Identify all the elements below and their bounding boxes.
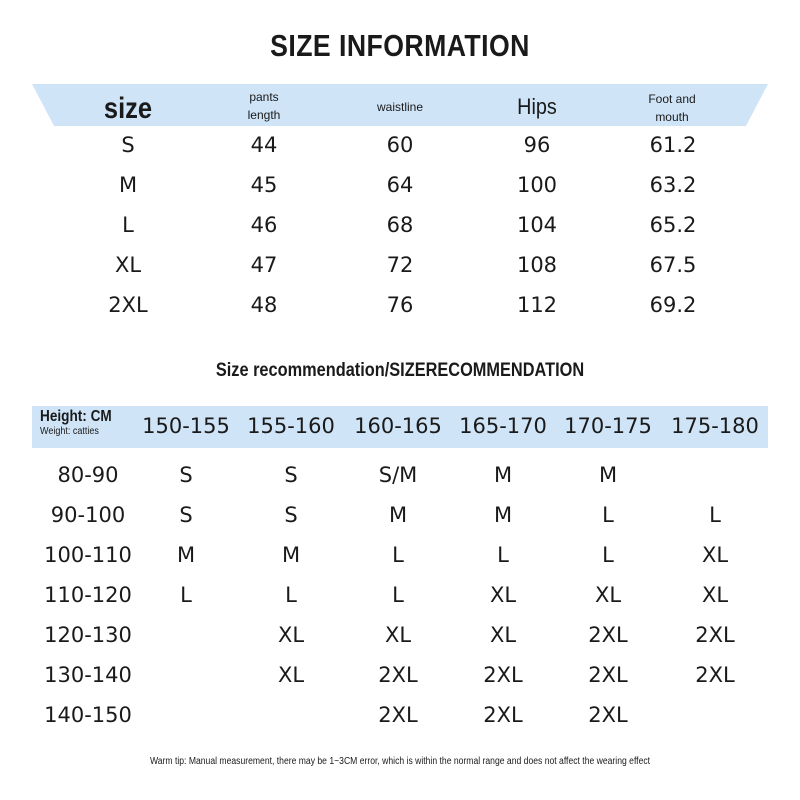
rec-size-value: S [284, 503, 298, 527]
size-value: 47 [250, 253, 278, 277]
rec-size-value: 2XL [695, 623, 735, 647]
rec-size-value: L [497, 543, 509, 567]
rec-size-value: M [388, 503, 408, 527]
rec-size-value: 2XL [588, 663, 628, 687]
rec-size-value: L [602, 503, 614, 527]
rec-size-value: 2XL [588, 623, 628, 647]
size-value: 45 [250, 173, 278, 197]
size-value: 108 [516, 253, 558, 277]
rec-size-value: S [179, 503, 193, 527]
rec-size-value: XL [384, 623, 412, 647]
rec-size-value: S/M [378, 463, 418, 487]
header-hips: Hips [517, 94, 557, 119]
rec-size-value: L [602, 543, 614, 567]
size-value: 104 [516, 213, 558, 237]
size-value: 48 [250, 293, 278, 317]
page-title: SIZE INFORMATION [270, 28, 530, 63]
rec-weight-label: 90-100 [50, 503, 126, 527]
header-foot-mouth [622, 90, 722, 126]
size-value: 69.2 [649, 293, 697, 317]
warm-tip: Warm tip: Manual measurement, there may be 1~3CM error, which is within the normal range and does not affect the wearing effect [149, 756, 651, 767]
rec-size-value: XL [594, 583, 622, 607]
rec-size-value: L [392, 543, 404, 567]
size-label: XL [114, 253, 142, 277]
rec-size-value: M [281, 543, 301, 567]
rec-weight-label: 120-130 [44, 623, 132, 647]
size-value: 72 [386, 253, 414, 277]
rec-size-value: L [709, 503, 721, 527]
rec-height-column: 155-160 [247, 414, 335, 438]
rec-size-value: M [598, 463, 618, 487]
rec-corner [40, 408, 140, 437]
header-foot-line2: mouth [655, 110, 689, 124]
rec-size-value: 2XL [378, 703, 418, 727]
rec-size-value: M [493, 463, 513, 487]
rec-height-column: 175-180 [671, 414, 759, 438]
rec-size-value: 2XL [483, 663, 523, 687]
size-value: 67.5 [649, 253, 697, 277]
rec-size-value: XL [701, 543, 729, 567]
size-value: 112 [516, 293, 558, 317]
rec-size-value: S [179, 463, 193, 487]
rec-size-value: XL [701, 583, 729, 607]
rec-size-value: XL [277, 663, 305, 687]
rec-weight-label: 100-110 [44, 543, 132, 567]
rec-size-value: 2XL [483, 703, 523, 727]
rec-size-value: 2XL [695, 663, 735, 687]
rec-weight-label: 110-120 [44, 583, 132, 607]
rec-size-value: 2XL [588, 703, 628, 727]
size-label: 2XL [108, 293, 148, 317]
recommendation-title: Size recommendation/SIZERECOMMENDATION [215, 360, 585, 381]
rec-size-value: L [180, 583, 192, 607]
header-waistline: waistline [376, 100, 424, 114]
rec-size-value: M [493, 503, 513, 527]
size-value: 61.2 [649, 133, 697, 157]
rec-size-value: M [176, 543, 196, 567]
size-value: 76 [386, 293, 414, 317]
rec-height-column: 170-175 [564, 414, 652, 438]
size-value: 46 [250, 213, 278, 237]
size-value: 100 [516, 173, 558, 197]
size-value: 60 [386, 133, 414, 157]
header-pants-length [224, 88, 304, 124]
header-pants-line1: pants [249, 90, 279, 104]
size-value: 64 [386, 173, 414, 197]
rec-weight-label: 80-90 [57, 463, 119, 487]
rec-weight-label: 140-150 [44, 703, 132, 727]
rec-size-value: 2XL [378, 663, 418, 687]
size-label: L [122, 213, 134, 237]
rec-size-value: L [392, 583, 404, 607]
size-value: 65.2 [649, 213, 697, 237]
rec-corner-weight: Weight: catties [40, 426, 99, 437]
rec-corner-height: Height: CM [40, 408, 112, 425]
header-pants-line2: length [247, 108, 281, 122]
rec-size-value: XL [489, 583, 517, 607]
size-label: S [121, 133, 135, 157]
size-value: 63.2 [649, 173, 697, 197]
rec-size-value: XL [489, 623, 517, 647]
rec-weight-label: 130-140 [44, 663, 132, 687]
rec-height-column: 150-155 [142, 414, 230, 438]
rec-size-value: XL [277, 623, 305, 647]
size-value: 44 [250, 133, 278, 157]
size-value: 68 [386, 213, 414, 237]
rec-size-value: S [284, 463, 298, 487]
header-size: size [103, 92, 153, 125]
size-label: M [118, 173, 138, 197]
rec-height-column: 160-165 [354, 414, 442, 438]
header-foot-line1: Foot and [648, 92, 696, 106]
size-value: 96 [523, 133, 551, 157]
rec-height-column: 165-170 [459, 414, 547, 438]
rec-size-value: L [285, 583, 297, 607]
